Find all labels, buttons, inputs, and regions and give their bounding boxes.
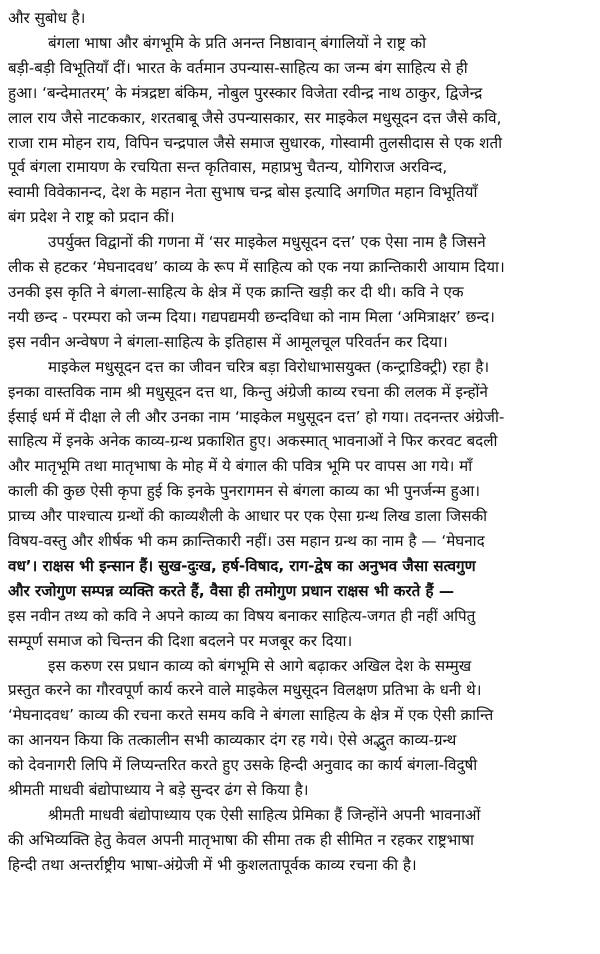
paragraph-2 — [8, 31, 592, 230]
text-line: इस करुण रस प्रधान काव्य को बंगभूमि से आगे बढ़ाकर अखिल देश के सम्मुख — [48, 656, 472, 675]
text-line: लाल राय जैसे नाटककार, शरतबाबू जैसे उपन्यासकार, सर माइकेल मधुसूदन दत्त जैसे कवि, — [8, 108, 502, 127]
text-line: इस नवीन अन्वेषण ने बंगला-साहित्य के इतिहास में आमूलचूल परिवर्तन कर दिया। — [8, 332, 448, 351]
text-line: काली की कुछ ऐसी कृपा हुई कि इनके पुनरागमन से बंगला काव्य का भी पुनर्जन्म हुआ। — [8, 482, 481, 501]
text-line: वध’। राक्षस भी इन्सान हैं। सुख-दुःख, हर्ष-विषाद, राग-द्वेष का अनुभव जैसा सत्वगुण — [8, 556, 476, 575]
text-line: साहित्य में इनके अनेक काव्य-ग्रन्थ प्रकाशित हुए। अकस्मात् भावनाओं ने फिर करवट बदली — [8, 432, 498, 451]
paragraph-3 — [8, 230, 592, 355]
text-line: माइकेल मधुसूदन दत्त का जीवन चरित्र बड़ा विरोधाभासयुक्त (कन्ट्राडिक्ट्री) रहा है। — [48, 357, 490, 376]
text-line: ‘मेघनादवध’ काव्य की रचना करते समय कवि ने बंगला साहित्य के क्षेत्र में एक ऐसी क्रान्ति — [8, 706, 494, 725]
text-line: हुआ। ‘बन्देमातरम्’ के मंत्रद्रष्टा बंकिम, नोबुल पुरस्कार विजेता रवीन्द्र नाथ ठाकुर, द्विजेन्द्र — [8, 83, 483, 102]
text-line: और सुबोध है। — [8, 9, 86, 27]
text-line: प्राच्य और पाश्चात्य ग्रन्थों की काव्यशैली के आधार पर एक ऐसा ग्रन्थ लिख डाला जिसकी — [8, 507, 488, 526]
paragraph-6 — [8, 803, 592, 878]
text-line: पूर्व बंगला रामायण के रचयिता सन्त कृतिवास, महाप्रभु चैतन्य, योगिराज अरविन्द, — [8, 158, 448, 177]
text-line: श्रीमती माधवी बंद्योपाध्याय एक ऐसी साहित्य प्रेमिका हैं जिन्होंने अपनी भावनाओं — [48, 806, 481, 824]
text-line: राजा राम मोहन राय, विपिन चन्द्रपाल जैसे समाज सुधारक, गोस्वामी तुलसीदास से एक शती — [8, 133, 503, 152]
text-line: विषय-वस्तु और शीर्षक भी कम क्रान्तिकारी नहीं। उस महान ग्रन्थ का नाम है — ‘मेघनाद — [8, 532, 485, 551]
text-line: लीक से हटकर ‘मेघनादवध’ काव्य के रूप में साहित्य को एक नया क्रान्तिकारी आयाम दिया। — [8, 258, 505, 277]
text-line: का आनयन किया कि तत्कालीन सभी काव्यकार दंग रह गये। ऐसे अद्भुत काव्य-ग्रन्थ — [8, 731, 457, 750]
text-line: ईसाई धर्म में दीक्षा ले ली और उनका नाम ‘माइकेल मधुसूदन दत्त’ हो गया। तदनन्तर अंग्रेजी- — [8, 407, 505, 426]
text-line: बंग प्रदेश ने राष्ट्र को प्रदान कीं। — [8, 208, 175, 227]
text-line: श्रीमती माधवी बंद्योपाध्याय ने बड़े सुन्दर ढंग से किया है। — [8, 781, 309, 800]
text-line: उनकी इस कृति ने बंगला-साहित्य के क्षेत्र में एक क्रान्ति खड़ी कर दी थी। कवि ने एक — [8, 282, 464, 301]
paragraph-5 — [8, 654, 592, 803]
text-line: प्रस्तुत करने का गौरवपूर्ण कार्य करने वाले माइकेल मधुसूदन विलक्षण प्रतिभा के धनी थे। — [8, 681, 482, 700]
text-line: की अभिव्यक्ति हेतु केवल अपनी मातृभाषा की सीमा तक ही सीमित न रहकर राष्ट्रभाषा — [8, 830, 474, 849]
text-line: इस नवीन तथ्य को कवि ने अपने काव्य का विषय बनाकर साहित्य-जगत ही नहीं अपितु — [8, 606, 476, 625]
text-line: और रजोगुण सम्पन्न व्यक्ति करते हैं, वैसा ही तमोगुण प्रधान राक्षस भी करते हैं — — [8, 581, 455, 600]
text-line: हिन्दी तथा अन्तर्राष्ट्रीय भाषा-अंग्रेजी में भी कुशलतापूर्वक काव्य रचना की है। — [8, 855, 417, 874]
paragraph-1 — [8, 6, 592, 31]
text-line: नयी छन्द - परम्परा को जन्म दिया। गद्यपद्यमयी छन्दविधा को नाम मिला ‘अमित्राक्षर’ छन्द। — [8, 307, 495, 326]
text-line: को देवनागरी लिपि में लिप्यन्तरित करते हुए उसके हिन्दी अनुवाद का कार्य बंगला-विदुषी — [8, 756, 478, 775]
text-line: बंगला भाषा और बंगभूमि के प्रति अनन्त निष्ठावान् बंगालियों ने राष्ट्र को — [48, 33, 427, 52]
text-line: स्वामी विवेकानन्द, देश के महान नेता सुभाष चन्द्र बोस इत्यादि अगणित महान विभूतियाँ — [8, 183, 478, 202]
text-line: और मातृभूमि तथा मातृभाषा के मोह में ये बंगाल की पवित्र भूमि पर वापस आ गये। माँ — [8, 457, 473, 476]
text-line: सम्पूर्ण समाज को चिन्तन की दिशा बदलने पर मजबूर कर दिया। — [8, 631, 353, 650]
text-line: बड़ी-बड़ी विभूतियाँ दीं। भारत के वर्तमान उपन्यास-साहित्य का जन्म बंग साहित्य से ही — [8, 58, 468, 77]
paragraph-4 — [8, 355, 592, 654]
text-line: इनका वास्तविक नाम श्री मधुसूदन दत्त था, किन्तु अंग्रेजी काव्य रचना की ललक में इन्होंने — [8, 382, 488, 401]
text-line: उपर्युक्त विद्वानों की गणना में ‘सर माइकेल मधुसूदन दत्त’ एक ऐसा नाम है जिसने — [48, 233, 486, 252]
